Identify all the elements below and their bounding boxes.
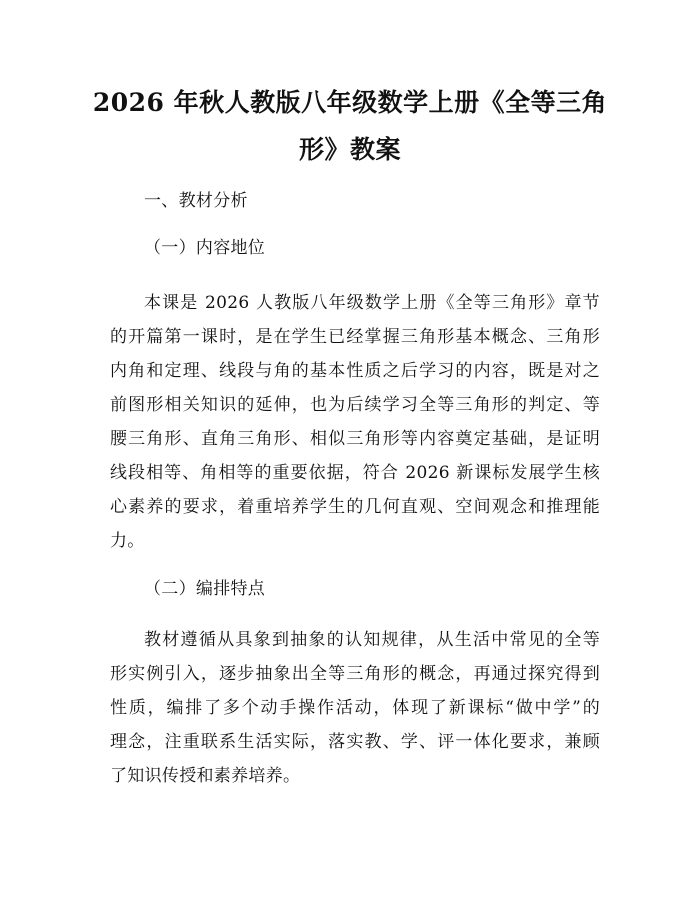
paragraph-1-line: 心素养的要求，着重培养学生的几何直观、空间观念和推理能: [110, 497, 600, 517]
paragraph-2-line: 教材遵循从具象到抽象的认知规律，从生活中常见的全等: [144, 630, 600, 650]
section-heading-teaching-material-analysis: 一、教材分析: [144, 191, 248, 211]
paragraph-1-line: 力。: [110, 531, 145, 551]
paragraph-1-line: 线段相等、角相等的重要依据，符合 2026 新课标发展学生核: [110, 463, 600, 483]
paragraph-2-line: 理念，注重联系生活实际，落实教、学、评一体化要求，兼顾: [110, 732, 600, 752]
document-title-line-2: 形》教案: [298, 135, 401, 164]
paragraph-1-line: 腰三角形、直角三角形、相似三角形等内容奠定基础，是证明: [110, 429, 600, 449]
paragraph-1-line: 本课是 2026 人教版八年级数学上册《全等三角形》章节: [144, 293, 600, 313]
subsection-heading-content-position: （一）内容地位: [144, 238, 266, 258]
paragraph-1-line: 的开篇第一课时，是在学生已经掌握三角形基本概念、三角形: [110, 327, 600, 347]
paragraph-2-line: 形实例引入，逐步抽象出全等三角形的概念，再通过探究得到: [110, 664, 600, 684]
paragraph-2-line: 性质，编排了多个动手操作活动，体现了新课标“做中学”的: [110, 698, 600, 718]
paragraph-1-line: 前图形相关知识的延伸，也为后续学习全等三角形的判定、等: [110, 395, 600, 415]
paragraph-1-line: 内角和定理、线段与角的基本性质之后学习的内容，既是对之: [110, 361, 600, 381]
paragraph-2-line: 了知识传授和素养培养。: [110, 766, 301, 786]
subsection-heading-arrangement-features: （二）编排特点: [144, 579, 266, 599]
document-title-line-1: 2026 年秋人教版八年级数学上册《全等三角: [92, 88, 608, 117]
